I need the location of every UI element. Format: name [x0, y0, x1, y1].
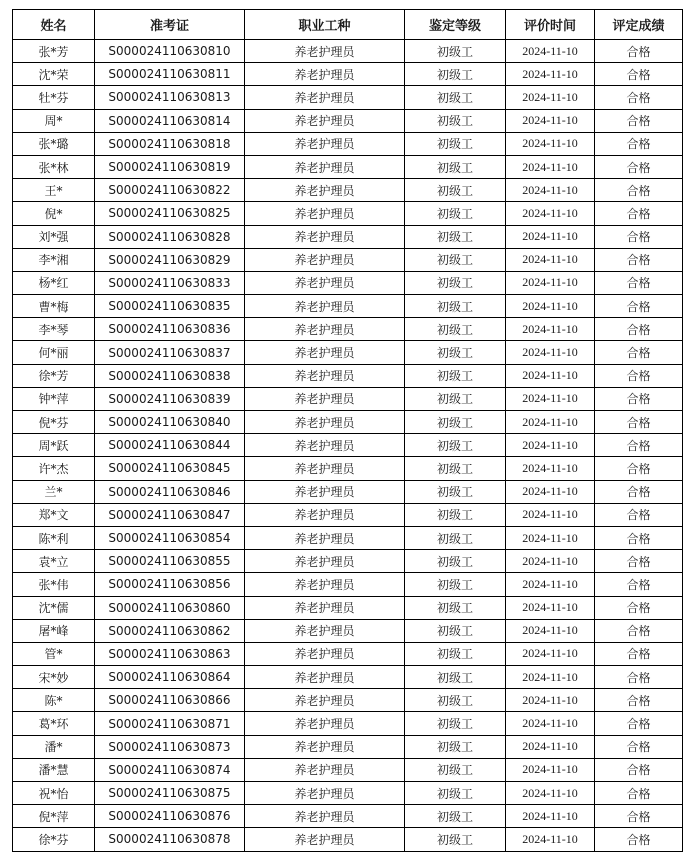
cell-level: 初级工: [405, 155, 506, 178]
cell-result: 合格: [595, 689, 683, 712]
cell-name: 许*杰: [13, 457, 95, 480]
cell-level: 初级工: [405, 411, 506, 434]
cell-result: 合格: [595, 503, 683, 526]
cell-occupation: 养老护理员: [245, 364, 405, 387]
cell-ticket: S000024110630875: [95, 782, 245, 805]
cell-name: 周*跃: [13, 434, 95, 457]
table-row: [13, 689, 683, 712]
header-result: 评定成绩: [595, 10, 683, 40]
cell-level: 初级工: [405, 457, 506, 480]
table-row: [13, 109, 683, 132]
cell-level: 初级工: [405, 295, 506, 318]
table-row: [13, 434, 683, 457]
cell-date: 2024-11-10: [506, 503, 595, 526]
cell-ticket: S000024110630836: [95, 318, 245, 341]
cell-result: 合格: [595, 457, 683, 480]
cell-name: 宋*妙: [13, 666, 95, 689]
cell-occupation: 养老护理员: [245, 387, 405, 410]
cell-ticket: S000024110630837: [95, 341, 245, 364]
cell-ticket: S000024110630876: [95, 805, 245, 828]
cell-date: 2024-11-10: [506, 480, 595, 503]
cell-ticket: S000024110630819: [95, 155, 245, 178]
cell-result: 合格: [595, 526, 683, 549]
cell-date: 2024-11-10: [506, 295, 595, 318]
cell-level: 初级工: [405, 341, 506, 364]
cell-occupation: 养老护理员: [245, 689, 405, 712]
cell-ticket: S000024110630860: [95, 596, 245, 619]
cell-date: 2024-11-10: [506, 758, 595, 781]
cell-level: 初级工: [405, 550, 506, 573]
table-body: [13, 40, 683, 852]
table-row: [13, 318, 683, 341]
cell-date: 2024-11-10: [506, 202, 595, 225]
table-row: [13, 526, 683, 549]
cell-name: 兰*: [13, 480, 95, 503]
cell-name: 徐*芳: [13, 364, 95, 387]
table-row: [13, 596, 683, 619]
cell-name: 管*: [13, 642, 95, 665]
cell-date: 2024-11-10: [506, 387, 595, 410]
cell-date: 2024-11-10: [506, 155, 595, 178]
cell-date: 2024-11-10: [506, 248, 595, 271]
cell-occupation: 养老护理员: [245, 63, 405, 86]
cell-occupation: 养老护理员: [245, 248, 405, 271]
cell-date: 2024-11-10: [506, 596, 595, 619]
cell-ticket: S000024110630828: [95, 225, 245, 248]
cell-level: 初级工: [405, 573, 506, 596]
cell-ticket: S000024110630866: [95, 689, 245, 712]
cell-name: 钟*萍: [13, 387, 95, 410]
cell-result: 合格: [595, 480, 683, 503]
table-row: [13, 63, 683, 86]
cell-occupation: 养老护理员: [245, 318, 405, 341]
cell-occupation: 养老护理员: [245, 132, 405, 155]
cell-date: 2024-11-10: [506, 63, 595, 86]
cell-ticket: S000024110630839: [95, 387, 245, 410]
table-row: [13, 573, 683, 596]
cell-level: 初级工: [405, 712, 506, 735]
cell-level: 初级工: [405, 318, 506, 341]
cell-level: 初级工: [405, 86, 506, 109]
cell-date: 2024-11-10: [506, 666, 595, 689]
cell-ticket: S000024110630845: [95, 457, 245, 480]
cell-level: 初级工: [405, 805, 506, 828]
cell-name: 何*丽: [13, 341, 95, 364]
table-row: [13, 132, 683, 155]
cell-result: 合格: [595, 132, 683, 155]
cell-name: 陈*利: [13, 526, 95, 549]
cell-name: 郑*文: [13, 503, 95, 526]
cell-occupation: 养老护理员: [245, 202, 405, 225]
cell-result: 合格: [595, 387, 683, 410]
cell-name: 倪*芬: [13, 411, 95, 434]
cell-date: 2024-11-10: [506, 225, 595, 248]
cell-level: 初级工: [405, 63, 506, 86]
cell-result: 合格: [595, 666, 683, 689]
cell-date: 2024-11-10: [506, 712, 595, 735]
table-row: [13, 341, 683, 364]
table-row: [13, 735, 683, 758]
cell-result: 合格: [595, 248, 683, 271]
cell-occupation: 养老护理员: [245, 712, 405, 735]
cell-level: 初级工: [405, 387, 506, 410]
table-row: [13, 666, 683, 689]
cell-result: 合格: [595, 805, 683, 828]
cell-result: 合格: [595, 411, 683, 434]
cell-occupation: 养老护理员: [245, 271, 405, 294]
header-level: 鉴定等级: [405, 10, 506, 40]
cell-result: 合格: [595, 434, 683, 457]
cell-name: 李*琴: [13, 318, 95, 341]
cell-name: 张*林: [13, 155, 95, 178]
cell-ticket: S000024110630854: [95, 526, 245, 549]
cell-ticket: S000024110630822: [95, 179, 245, 202]
cell-result: 合格: [595, 40, 683, 63]
cell-occupation: 养老护理员: [245, 225, 405, 248]
cell-occupation: 养老护理员: [245, 480, 405, 503]
cell-occupation: 养老护理员: [245, 295, 405, 318]
table-row: [13, 271, 683, 294]
cell-result: 合格: [595, 735, 683, 758]
cell-ticket: S000024110630874: [95, 758, 245, 781]
cell-ticket: S000024110630829: [95, 248, 245, 271]
cell-ticket: S000024110630810: [95, 40, 245, 63]
cell-level: 初级工: [405, 364, 506, 387]
table-row: [13, 503, 683, 526]
cell-occupation: 养老护理员: [245, 503, 405, 526]
cell-ticket: S000024110630873: [95, 735, 245, 758]
cell-name: 葛*环: [13, 712, 95, 735]
cell-result: 合格: [595, 318, 683, 341]
cell-occupation: 养老护理员: [245, 805, 405, 828]
table-row: [13, 480, 683, 503]
cell-occupation: 养老护理员: [245, 596, 405, 619]
table-row: [13, 202, 683, 225]
cell-result: 合格: [595, 619, 683, 642]
cell-ticket: S000024110630856: [95, 573, 245, 596]
cell-name: 曹*梅: [13, 295, 95, 318]
table-row: [13, 782, 683, 805]
cell-result: 合格: [595, 596, 683, 619]
cell-name: 张*伟: [13, 573, 95, 596]
cell-occupation: 养老护理员: [245, 735, 405, 758]
cell-date: 2024-11-10: [506, 318, 595, 341]
cell-ticket: S000024110630813: [95, 86, 245, 109]
table-row: [13, 248, 683, 271]
cell-occupation: 养老护理员: [245, 573, 405, 596]
cell-level: 初级工: [405, 480, 506, 503]
cell-level: 初级工: [405, 526, 506, 549]
cell-ticket: S000024110630862: [95, 619, 245, 642]
header-date: 评价时间: [506, 10, 595, 40]
cell-occupation: 养老护理员: [245, 109, 405, 132]
table-row: [13, 155, 683, 178]
table-row: [13, 225, 683, 248]
header-name: 姓名: [13, 10, 95, 40]
cell-name: 牡*芬: [13, 86, 95, 109]
cell-date: 2024-11-10: [506, 573, 595, 596]
cell-result: 合格: [595, 225, 683, 248]
cell-name: 张*璐: [13, 132, 95, 155]
cell-name: 倪*: [13, 202, 95, 225]
cell-date: 2024-11-10: [506, 109, 595, 132]
cell-result: 合格: [595, 550, 683, 573]
cell-ticket: S000024110630878: [95, 828, 245, 851]
cell-name: 潘*慧: [13, 758, 95, 781]
cell-name: 张*芳: [13, 40, 95, 63]
table-row: [13, 411, 683, 434]
cell-ticket: S000024110630835: [95, 295, 245, 318]
cell-level: 初级工: [405, 666, 506, 689]
cell-ticket: S000024110630863: [95, 642, 245, 665]
cell-name: 徐*芬: [13, 828, 95, 851]
cell-name: 王*: [13, 179, 95, 202]
cell-name: 李*湘: [13, 248, 95, 271]
cell-result: 合格: [595, 109, 683, 132]
cell-result: 合格: [595, 271, 683, 294]
cell-date: 2024-11-10: [506, 271, 595, 294]
cell-result: 合格: [595, 179, 683, 202]
cell-result: 合格: [595, 758, 683, 781]
cell-level: 初级工: [405, 40, 506, 63]
cell-date: 2024-11-10: [506, 642, 595, 665]
table-row: [13, 642, 683, 665]
cell-date: 2024-11-10: [506, 434, 595, 457]
cell-ticket: S000024110630864: [95, 666, 245, 689]
cell-level: 初级工: [405, 596, 506, 619]
cell-name: 倪*萍: [13, 805, 95, 828]
cell-occupation: 养老护理员: [245, 619, 405, 642]
cell-occupation: 养老护理员: [245, 828, 405, 851]
cell-occupation: 养老护理员: [245, 341, 405, 364]
cell-date: 2024-11-10: [506, 411, 595, 434]
cell-occupation: 养老护理员: [245, 155, 405, 178]
cell-name: 沈*儒: [13, 596, 95, 619]
table-row: [13, 805, 683, 828]
cell-occupation: 养老护理员: [245, 758, 405, 781]
cell-occupation: 养老护理员: [245, 40, 405, 63]
cell-ticket: S000024110630846: [95, 480, 245, 503]
cell-date: 2024-11-10: [506, 364, 595, 387]
cell-result: 合格: [595, 155, 683, 178]
cell-occupation: 养老护理员: [245, 526, 405, 549]
cell-level: 初级工: [405, 758, 506, 781]
cell-ticket: S000024110630811: [95, 63, 245, 86]
cell-occupation: 养老护理员: [245, 666, 405, 689]
table-row: [13, 179, 683, 202]
cell-ticket: S000024110630844: [95, 434, 245, 457]
cell-level: 初级工: [405, 503, 506, 526]
cell-name: 祝*怡: [13, 782, 95, 805]
cell-level: 初级工: [405, 434, 506, 457]
cell-date: 2024-11-10: [506, 132, 595, 155]
cell-date: 2024-11-10: [506, 735, 595, 758]
cell-ticket: S000024110630838: [95, 364, 245, 387]
cell-ticket: S000024110630840: [95, 411, 245, 434]
cell-date: 2024-11-10: [506, 782, 595, 805]
cell-occupation: 养老护理员: [245, 434, 405, 457]
table-row: [13, 550, 683, 573]
cell-level: 初级工: [405, 689, 506, 712]
cell-name: 陈*: [13, 689, 95, 712]
cell-result: 合格: [595, 86, 683, 109]
cell-ticket: S000024110630847: [95, 503, 245, 526]
cell-occupation: 养老护理员: [245, 642, 405, 665]
cell-date: 2024-11-10: [506, 341, 595, 364]
table-row: [13, 828, 683, 851]
cell-date: 2024-11-10: [506, 619, 595, 642]
cell-occupation: 养老护理员: [245, 86, 405, 109]
table-row: [13, 364, 683, 387]
cell-level: 初级工: [405, 179, 506, 202]
cell-date: 2024-11-10: [506, 828, 595, 851]
table-row: [13, 457, 683, 480]
cell-level: 初级工: [405, 225, 506, 248]
cell-occupation: 养老护理员: [245, 782, 405, 805]
cell-level: 初级工: [405, 782, 506, 805]
cell-result: 合格: [595, 341, 683, 364]
header-ticket: 准考证: [95, 10, 245, 40]
cell-name: 袁*立: [13, 550, 95, 573]
cell-date: 2024-11-10: [506, 86, 595, 109]
table-row: [13, 758, 683, 781]
cell-name: 杨*红: [13, 271, 95, 294]
cell-level: 初级工: [405, 202, 506, 225]
cell-ticket: S000024110630855: [95, 550, 245, 573]
cell-occupation: 养老护理员: [245, 457, 405, 480]
cell-date: 2024-11-10: [506, 40, 595, 63]
header-occupation: 职业工种: [245, 10, 405, 40]
cell-result: 合格: [595, 202, 683, 225]
cell-date: 2024-11-10: [506, 457, 595, 480]
cell-date: 2024-11-10: [506, 689, 595, 712]
cell-date: 2024-11-10: [506, 179, 595, 202]
table-row: [13, 40, 683, 63]
cell-occupation: 养老护理员: [245, 179, 405, 202]
cell-result: 合格: [595, 63, 683, 86]
cell-name: 潘*: [13, 735, 95, 758]
cell-date: 2024-11-10: [506, 805, 595, 828]
cell-level: 初级工: [405, 735, 506, 758]
cell-result: 合格: [595, 364, 683, 387]
cell-level: 初级工: [405, 828, 506, 851]
table-row: [13, 619, 683, 642]
cell-result: 合格: [595, 828, 683, 851]
cell-name: 周*: [13, 109, 95, 132]
cell-level: 初级工: [405, 642, 506, 665]
cell-date: 2024-11-10: [506, 526, 595, 549]
cell-level: 初级工: [405, 248, 506, 271]
cell-level: 初级工: [405, 619, 506, 642]
cell-ticket: S000024110630818: [95, 132, 245, 155]
cell-result: 合格: [595, 295, 683, 318]
cell-date: 2024-11-10: [506, 550, 595, 573]
cell-level: 初级工: [405, 109, 506, 132]
table-row: [13, 712, 683, 735]
cell-ticket: S000024110630825: [95, 202, 245, 225]
cell-result: 合格: [595, 642, 683, 665]
cell-level: 初级工: [405, 271, 506, 294]
cell-ticket: S000024110630833: [95, 271, 245, 294]
cell-ticket: S000024110630814: [95, 109, 245, 132]
cell-result: 合格: [595, 573, 683, 596]
cell-result: 合格: [595, 712, 683, 735]
header-row: [13, 10, 683, 40]
cell-name: 屠*峰: [13, 619, 95, 642]
table-row: [13, 387, 683, 410]
table-row: [13, 295, 683, 318]
cell-result: 合格: [595, 782, 683, 805]
cell-level: 初级工: [405, 132, 506, 155]
cell-occupation: 养老护理员: [245, 411, 405, 434]
cell-name: 刘*强: [13, 225, 95, 248]
cell-ticket: S000024110630871: [95, 712, 245, 735]
results-table: [12, 9, 683, 852]
cell-name: 沈*荣: [13, 63, 95, 86]
cell-occupation: 养老护理员: [245, 550, 405, 573]
table-row: [13, 86, 683, 109]
